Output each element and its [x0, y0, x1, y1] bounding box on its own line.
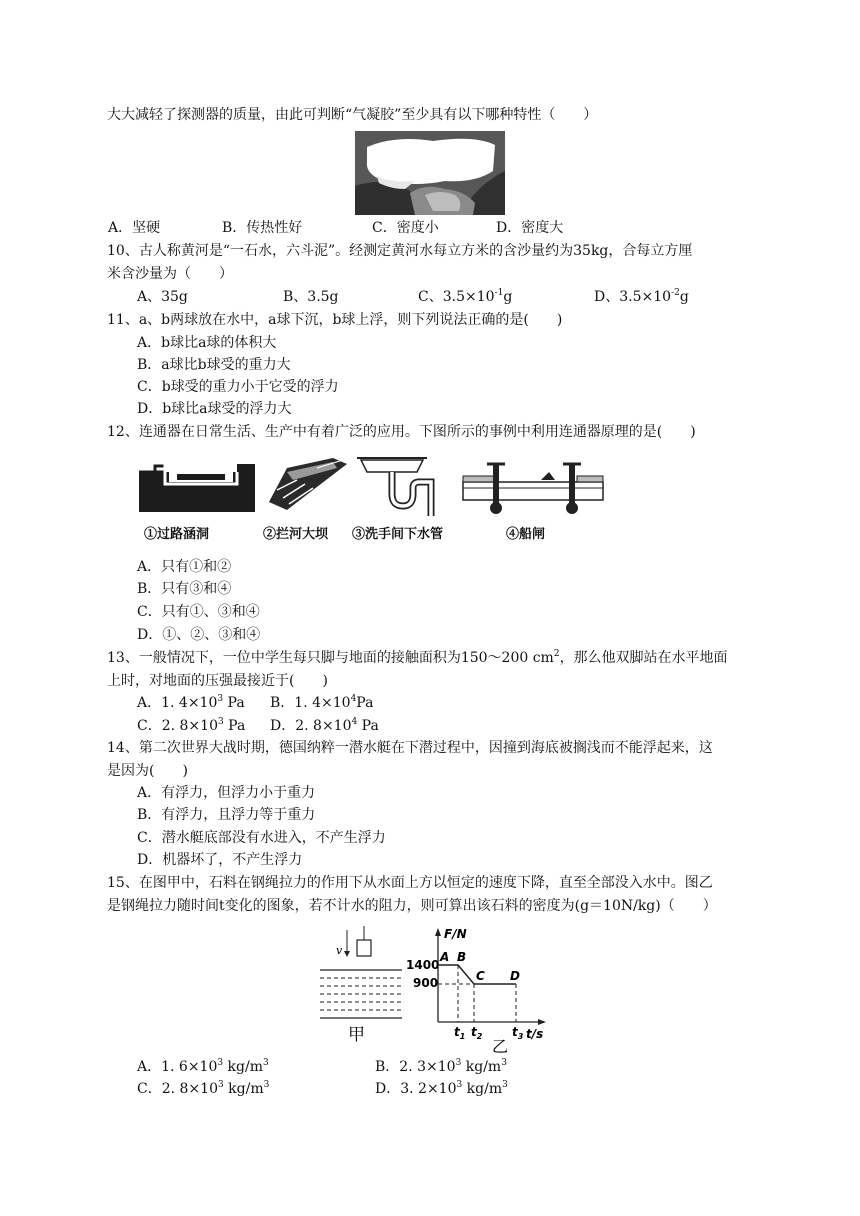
ship-lock-diagram	[463, 464, 603, 514]
y-tick-900: 900	[413, 976, 439, 990]
q13-stem-line2: 上时，对地面的压强最接近于( )	[107, 673, 328, 689]
q13-option-c: C．2. $8\times 10^3$ Pa	[137, 717, 246, 734]
y-axis-label: F/N	[444, 927, 467, 941]
caption-dam: ②拦河大坝	[263, 527, 329, 542]
q9-option-a: A．坚硬	[108, 220, 161, 236]
q11-option-b: B．a球比b球受的重力大	[137, 357, 291, 373]
caption-ship-lock: ④船闸	[506, 527, 546, 542]
q10-option-d: D、$3.5\times 10^{-2}g$	[594, 288, 689, 305]
q15-stem-line1: 15、在图甲中，石料在钢绳拉力的作用下从水面上方以恒定的速度下降，直至全部没入水中。图乙	[107, 875, 713, 891]
q15-stem-line2: 是钢绳拉力随时间t变化的图象，若不计水的阻力，则可算出该石料的密度为(g＝10N/kg)（ ）	[107, 898, 717, 914]
caption-culvert: ①过路涵洞	[144, 527, 210, 542]
q11-option-a: A．b球比a球的体积大	[137, 335, 277, 351]
q14-option-a: A．有浮力，但浮力小于重力	[137, 785, 316, 801]
y-tick-1400: 1400	[406, 958, 440, 972]
sink-drain-diagram	[357, 458, 431, 516]
q14-option-b: B．有浮力，且浮力等于重力	[137, 807, 316, 823]
x-axis-label: t/s	[526, 1027, 544, 1041]
q10-stem-line2: 米含沙量为（ ）	[107, 266, 233, 282]
point-b-label: B	[457, 950, 467, 964]
aerogel-photo	[355, 131, 505, 215]
point-d-label: D	[510, 969, 520, 983]
q11-option-d: D．b球比a球受的浮力大	[137, 401, 292, 417]
q12-option-d: D．①、②、③和④	[137, 627, 261, 643]
q10-option-c: C、$3.5\times 10^{-1}g$	[418, 288, 513, 305]
dam-diagram	[269, 458, 347, 510]
q14-option-d: D．机器坏了，不产生浮力	[137, 852, 303, 868]
q15-option-a: A．1. $6\times 10^3$ $kg/m^3$	[137, 1058, 269, 1075]
q12-figure	[137, 450, 607, 520]
q14-stem-line2: 是因为( )	[107, 763, 188, 779]
q11-stem: 11、a、b两球放在水中，a球下沉，b球上浮，则下列说法正确的是( )	[107, 312, 563, 328]
q12-option-c: C．只有①、③和④	[137, 604, 260, 620]
q9-stem-tail: 大大减轻了探测器的质量，由此可判断“气凝胶”至少具有以下哪种特性（ ）	[107, 107, 598, 123]
q13-option-b: B．1. $4\times 10^4Pa$	[270, 694, 374, 711]
q9-option-c: C．密度小	[372, 220, 439, 236]
q9-option-d: D．密度大	[496, 220, 564, 236]
q10-option-a: A、35g	[137, 289, 188, 305]
caption-sink-drain: ③洗手间下水管	[352, 527, 444, 542]
q13-option-a: A．1. $4\times 10^3$ Pa	[137, 694, 245, 711]
point-c-label: C	[476, 969, 485, 983]
q14-stem-line1: 14、第二次世界大战时期，德国纳粹一潜水艇在下潜过程中，因撞到海底被搁浅而不能浮起来，这	[107, 740, 713, 756]
q10-option-b: B、3.5g	[283, 289, 339, 305]
x-tick-t2: $t_2$	[471, 1025, 483, 1041]
q12-option-b: B．只有③和④	[137, 581, 232, 597]
figure-yi-label: 乙	[492, 1037, 509, 1056]
q14-option-c: C．潜水艇底部没有水进入，不产生浮力	[137, 830, 386, 846]
q13-option-d: D．2. $8\times 10^4$ Pa	[270, 717, 379, 734]
velocity-label: v	[336, 944, 343, 957]
figure-jia-label: 甲	[348, 1025, 365, 1045]
q15-option-d: D．3. $2\times 10^3$ $kg/m^3$	[375, 1080, 508, 1097]
x-tick-t3: $t_3$	[512, 1025, 524, 1041]
q15-option-b: B．2. $3\times 10^3$ $kg/m^3$	[375, 1058, 507, 1075]
point-a-label: A	[440, 950, 450, 964]
q9-option-b: B．传热性好	[222, 220, 303, 236]
q10-stem-line1: 10、古人称黄河是“一石水，六斗泥”。经测定黄河水每立方米的含沙量约为35kg，合每立方厘	[107, 243, 693, 259]
q11-option-c: C．b球受的重力小于它受的浮力	[137, 379, 339, 395]
q12-stem: 12、连通器在日常生活、生产中有着广泛的应用。下图所示的事例中利用连通器原理的是( )	[107, 424, 696, 440]
culvert-diagram	[139, 464, 255, 512]
q15-option-c: C．2. $8\times 10^3$ $kg/m^3$	[137, 1080, 270, 1097]
figure-jia	[316, 924, 406, 1046]
q12-option-a: A．只有①和②	[137, 559, 232, 575]
x-tick-t1: $t_1$	[454, 1025, 466, 1041]
q13-stem-line1: 13、一般情况下，一位中学生每只脚与地面的接触面积为150～200 $cm^2$，那么他双脚站在水平地面	[107, 649, 728, 666]
figure-yi-graph	[404, 924, 556, 1056]
